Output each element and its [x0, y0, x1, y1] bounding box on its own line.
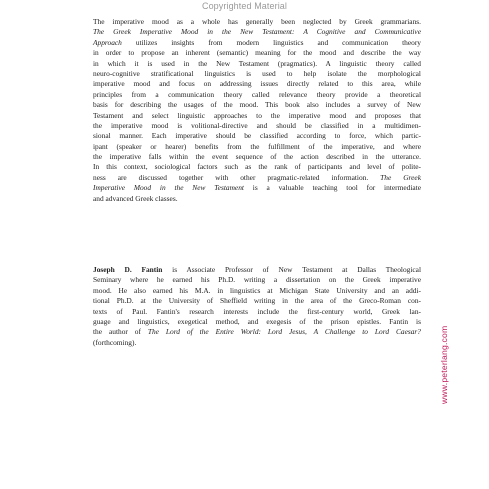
description-line: The imperative mood as a whole has generally been neglected by Greek grammarians.	[93, 17, 421, 26]
description-line: Approach utilizes insights from modern linguistics and communication theory	[93, 37, 421, 47]
description-line: sional manner. Each imperative should be classified according to force, which partic-	[93, 131, 421, 141]
bio-line: texts of Paul. Fantin's research interests include the first-century world, Greek lan-	[93, 306, 421, 316]
bio-line: mood. He also earned his M.A. in linguistics at Michigan State University and an addi-	[93, 285, 421, 295]
bio-line: tional Ph.D. at the University of Sheffield writing in the area of the Greco-Roman con-	[93, 296, 421, 306]
description-line: the imperative mood is volitional-directive and should be classified in a multidimen-	[93, 120, 421, 130]
description-line: the imperative falls within the event sequence of the action described in the utterance.	[93, 152, 421, 162]
description-line	[93, 27, 421, 37]
bio-line: the author of The Lord of the Entire World: Lord Jesus, A Challenge to Lord Caesar?	[93, 327, 422, 337]
description-line: and advanced Greek classes.	[93, 193, 178, 203]
bio-line: guage and linguistics, exegetical method, and exegesis of the prison epistles. Fantin is	[93, 316, 421, 326]
book-description	[93, 17, 421, 204]
bio-line: Joseph D. Fantin is Associate Professor of New Testament at Dallas Theological	[93, 265, 422, 274]
description-line: in which it is used in the New Testament (pragmatics). A linguistic theory called	[93, 58, 421, 68]
copyright-notice: Copyrighted Material	[201, 1, 288, 11]
description-line: ipant (speaker or hearer) benefits from the fulfillment of the imperative, and where	[93, 141, 421, 151]
description-line: imperative mood and focus on addressing issues directly related to this area, while	[93, 79, 421, 89]
bio-line: (forthcoming).	[93, 337, 137, 347]
description-line: In this context, sociological factors such as the rank of participants and level of polite-	[93, 162, 421, 172]
other-book-title-italic: The Lord of the Entire World: Lord Jesus, A Challenge to Lord Caesar?	[147, 327, 422, 337]
description-line: principles from a communication theory called relevance theory provide a theoretical	[93, 89, 421, 99]
description-line: in order to propose an inherent (semantic) meaning for the mood and describe the way	[93, 48, 421, 58]
description-line: neuro-cognitive stratificational linguistics is used to help isolate the morphological	[93, 68, 421, 78]
author-name: Joseph D. Fantin	[93, 265, 163, 274]
bio-line: Seminary where he earned his Ph.D. writing a dissertation on the Greek imperative	[93, 275, 421, 285]
description-line: ness are discussed together with other pragmatic-related information. The Greek	[93, 172, 421, 182]
book-title-italic: Imperative Mood in the New Testament	[93, 183, 244, 193]
book-title-italic: The Greek	[380, 172, 421, 182]
description-line: Imperative Mood in the New Testament is a valuable teaching tool for intermediate	[93, 183, 421, 193]
book-title-italic: The Greek Imperative Mood in the New Testament: A Cognitive and Communicative	[93, 27, 421, 37]
author-bio	[93, 265, 421, 348]
publisher-website-link[interactable]: www.peterlang.com	[439, 325, 449, 404]
description-line: basis for describing the usages of the mood. This book also includes a survey of New	[93, 100, 421, 110]
description-line: Testament and select linguistic approaches to the imperative mood and proposes that	[93, 110, 421, 120]
book-title-italic: Approach	[93, 37, 122, 47]
